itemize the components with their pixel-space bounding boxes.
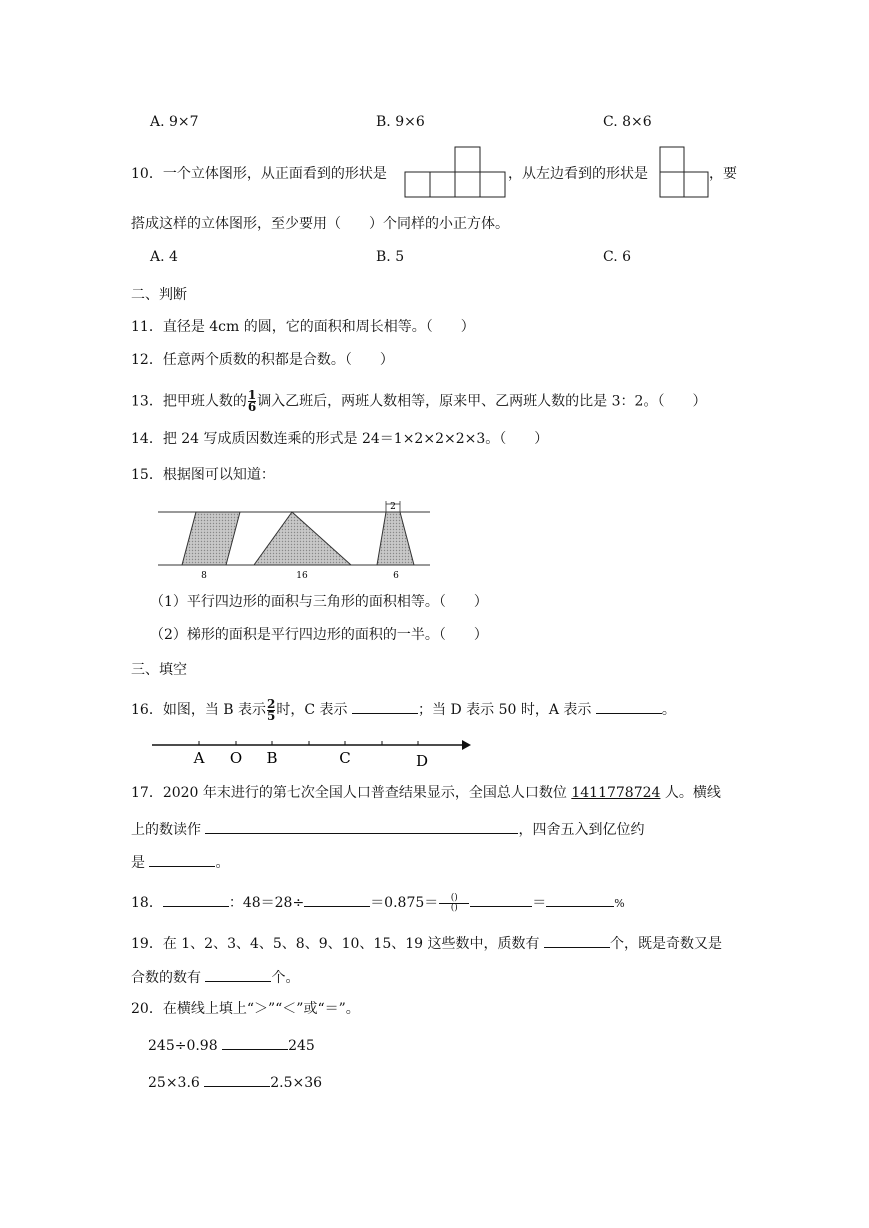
q13-fraction — [248, 390, 256, 413]
q18-blank-4[interactable] — [546, 891, 614, 907]
q10-text-part3: ，要 — [709, 166, 737, 182]
q18-t3: ＝ — [532, 895, 547, 911]
q9-option-a: A. 9×7 — [150, 114, 199, 130]
q17-line1-pre: 17．2020 年末进行的第七次全国人口普查结果显示，全国总人口数位 — [131, 785, 572, 801]
q16-pre: 16．如图，当 B 表示 — [131, 702, 267, 718]
q17-line2-pre: 上的数读作 — [131, 822, 201, 838]
numberline-label-d: D — [415, 752, 429, 768]
q18-frac-num: () — [450, 892, 458, 903]
q20-row1 — [148, 1034, 315, 1054]
q20-row1-right: 245 — [288, 1038, 315, 1054]
q20-blank-2[interactable] — [204, 1071, 270, 1087]
q16-numerator: 2 — [267, 696, 276, 711]
q18-blank-1[interactable] — [163, 891, 229, 907]
q18-text — [131, 891, 625, 914]
numberline-label-b: B — [266, 749, 278, 767]
q18-t2: ＝0.875＝ — [370, 895, 439, 911]
q18-blank-2[interactable] — [304, 891, 370, 907]
q16-blank-c[interactable] — [352, 698, 418, 714]
q15-sub1: （1）平行四边形的面积与三角形的面积相等。（ ） — [150, 594, 488, 610]
q20-text: 20．在横线上填上“＞”“＜”或“＝”。 — [131, 1001, 360, 1017]
q17-line3-post: 。 — [215, 855, 230, 871]
q17-line3 — [131, 851, 229, 873]
q17-line1-post: 人。横线 — [660, 785, 721, 801]
q20-row2-left: 25×3.6 — [148, 1075, 200, 1091]
q15-shapes-figure — [158, 498, 433, 583]
section-fill-heading: 三、填空 — [131, 662, 187, 678]
q19-line2 — [131, 966, 299, 988]
numberline-label-a: A — [193, 749, 205, 767]
q16-fraction — [267, 696, 276, 723]
q17-line2-post: ，四舍五入到亿位约 — [518, 822, 645, 838]
q10-option-c: C. 6 — [603, 249, 632, 265]
q16-text — [131, 698, 676, 722]
q15-text: 15．根据图可以知道： — [131, 467, 275, 483]
q13-post: 调入乙班后，两班人数相等，原来甲、乙两班人数的比是 3：2。（ ） — [257, 393, 707, 410]
triangle-shape — [254, 512, 351, 565]
q13-denominator: 6 — [247, 400, 257, 414]
q20-blank-1[interactable] — [222, 1034, 288, 1050]
q10-option-a: A. 4 — [150, 249, 178, 265]
label-trap-bottom: 6 — [393, 571, 399, 581]
q16-mid1: 时，C 表示 — [276, 702, 348, 718]
section-judgment-heading: 二、判断 — [131, 287, 187, 303]
q10-text-part2: ，从左边看到的形状是 — [508, 166, 648, 182]
q16-denominator: 5 — [267, 708, 276, 723]
numberline-label-c: C — [339, 749, 351, 767]
q17-line1 — [131, 783, 721, 803]
q10-text-line2: 搭成这样的立体图形，至少要用（ ）个同样的小正方体。 — [131, 216, 509, 232]
q19-line2-pre: 合数的数有 — [131, 970, 201, 986]
q19-line1-post: 个，既是奇数又是 — [609, 936, 722, 952]
q18-pre: 18． — [131, 895, 163, 911]
q10-option-b: B. 5 — [376, 249, 405, 265]
q20-row2 — [148, 1071, 322, 1091]
q9-option-b: B. 9×6 — [376, 114, 425, 130]
q13-pre: 13．把甲班人数的 — [131, 393, 247, 410]
q16-mid2: ；当 D 表示 50 时，A 表示 — [418, 702, 592, 718]
q18-fraction — [439, 894, 469, 913]
front-view-figure — [404, 146, 508, 198]
q17-blank-reading[interactable] — [205, 818, 518, 834]
parallelogram-shape — [182, 512, 240, 565]
left-view-figure — [659, 146, 709, 198]
q19-line2-post: 个。 — [271, 970, 300, 986]
q17-blank-rounded[interactable] — [149, 851, 215, 867]
q18-frac-den: () — [439, 903, 469, 913]
q20-row1-left: 245÷0.98 — [148, 1038, 218, 1054]
label-para-base: 8 — [201, 571, 207, 581]
q18-blank-3[interactable] — [470, 891, 532, 907]
q20-row2-right: 2.5×36 — [270, 1075, 323, 1091]
q17-line2 — [131, 818, 644, 840]
q19-line1-pre: 19．在 1、2、3、4、5、8、9、10、15、19 这些数中，质数有 — [131, 936, 540, 952]
q17-line3-pre: 是 — [131, 855, 145, 871]
q11-text: 11．直径是 4cm 的圆，它的面积和周长相等。（ ） — [131, 319, 475, 335]
q14-text: 14．把 24 写成质因数连乘的形式是 24＝1×2×2×2×3。（ ） — [131, 431, 549, 447]
label-tri-base: 16 — [296, 571, 308, 581]
q13-text — [131, 390, 706, 413]
q12-text: 12．任意两个质数的积都是合数。（ ） — [131, 352, 394, 368]
q19-line1 — [131, 932, 722, 954]
q10-text-part1: 10．一个立体图形，从正面看到的形状是 — [131, 166, 387, 182]
q16-end: 。 — [661, 702, 676, 718]
q18-percent: % — [614, 897, 625, 910]
trapezoid-shape — [377, 512, 414, 565]
q9-option-c: C. 8×6 — [603, 114, 652, 130]
label-trap-top: 2 — [390, 502, 396, 512]
q17-population-number: 1411778724 — [571, 785, 661, 801]
q18-t1: ：48＝28÷ — [228, 895, 305, 911]
numberline-label-o: O — [229, 749, 243, 767]
q16-number-line — [150, 736, 475, 768]
q15-sub2: （2）梯形的面积是平行四边形的面积的一半。（ ） — [150, 627, 488, 643]
q16-blank-a[interactable] — [596, 698, 662, 714]
q19-blank-primes[interactable] — [544, 932, 610, 948]
q19-blank-odd-composite[interactable] — [205, 966, 271, 982]
q13-numerator: 1 — [247, 388, 257, 402]
